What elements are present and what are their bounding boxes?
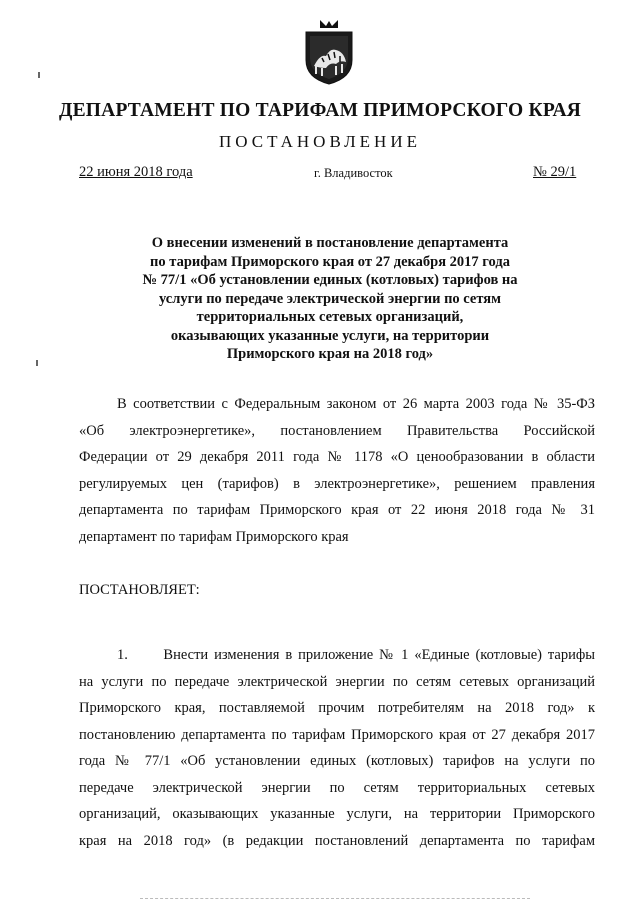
- paragraph-line: регулируемых цен (тарифов) в электроэнергетике», решением правления: [79, 475, 595, 492]
- paragraph-line: постановлению департамента по тарифам Приморского края от 27 декабря 2017: [79, 726, 595, 743]
- title-line: оказывающих указанные услуги, на территории: [170, 327, 490, 344]
- title-line: № 77/1 «Об установлении единых (котловых) тарифов на: [142, 272, 518, 288]
- coat-of-arms-icon: [300, 18, 358, 86]
- paragraph-line: В соответствии с Федеральным законом от 26 марта 2003 года № 35-ФЗ: [117, 396, 595, 412]
- title-line: Приморского края на 2018 год»: [226, 346, 434, 362]
- document-title: [100, 234, 560, 364]
- paragraph-line: Приморского края, поставляемой прочим потребителям на 2018 год» к: [79, 700, 595, 716]
- paragraph-line: 1. Внести изменения в приложение № 1 «Единые (котловые) тарифы: [117, 647, 595, 663]
- title-line: по тарифам Приморского края от 27 декабря 2017 года: [150, 253, 510, 270]
- paragraph-line: передаче электрической энергии по сетям территориальных сетевых: [79, 779, 595, 796]
- scan-mark: [38, 72, 40, 78]
- title-line: территориальных сетевых организаций,: [196, 309, 464, 325]
- paragraph-line: департамент по тарифам Приморского края: [79, 528, 349, 545]
- document-date: 22 июня 2018 года: [79, 164, 193, 180]
- document-city: г. Владивосток: [314, 166, 393, 180]
- paragraph-line: организаций, оказывающих указанные услуги, на территории Приморского: [79, 806, 595, 822]
- paragraph-line: Федерации от 29 декабря 2011 года № 1178 «О ценообразовании в области: [79, 449, 595, 465]
- paragraph-line: года № 77/1 «Об установлении единых (котловых) тарифов на услуги по: [79, 753, 595, 769]
- scan-mark: [36, 360, 38, 366]
- item-1-paragraph: [79, 642, 595, 854]
- title-line: услуги по передаче электрической энергии по сетям: [159, 290, 501, 307]
- title-line: О внесении изменений в постановление департамента: [151, 235, 509, 251]
- paragraph-line: края на 2018 год» (в редакции постановлений департамента по тарифам: [79, 832, 595, 849]
- scan-artifact-line: [140, 898, 530, 903]
- resolve-heading: ПОСТАНОВЛЯЕТ:: [79, 582, 200, 598]
- department-heading: ДЕПАРТАМЕНТ ПО ТАРИФАМ ПРИМОРСКОГО КРАЯ: [58, 100, 582, 121]
- paragraph-line: на услуги по передаче электрической энергии по сетям сетевых организаций: [79, 673, 595, 690]
- paragraph-line: департамента по тарифам Приморского края от 22 июня 2018 года № 31: [79, 502, 595, 518]
- preamble-paragraph: [79, 391, 595, 550]
- document-type: ПОСТАНОВЛЕНИЕ: [218, 132, 421, 151]
- paragraph-line: «Об электроэнергетике», постановлением Правительства Российской: [79, 422, 595, 439]
- document-number: № 29/1: [533, 164, 577, 180]
